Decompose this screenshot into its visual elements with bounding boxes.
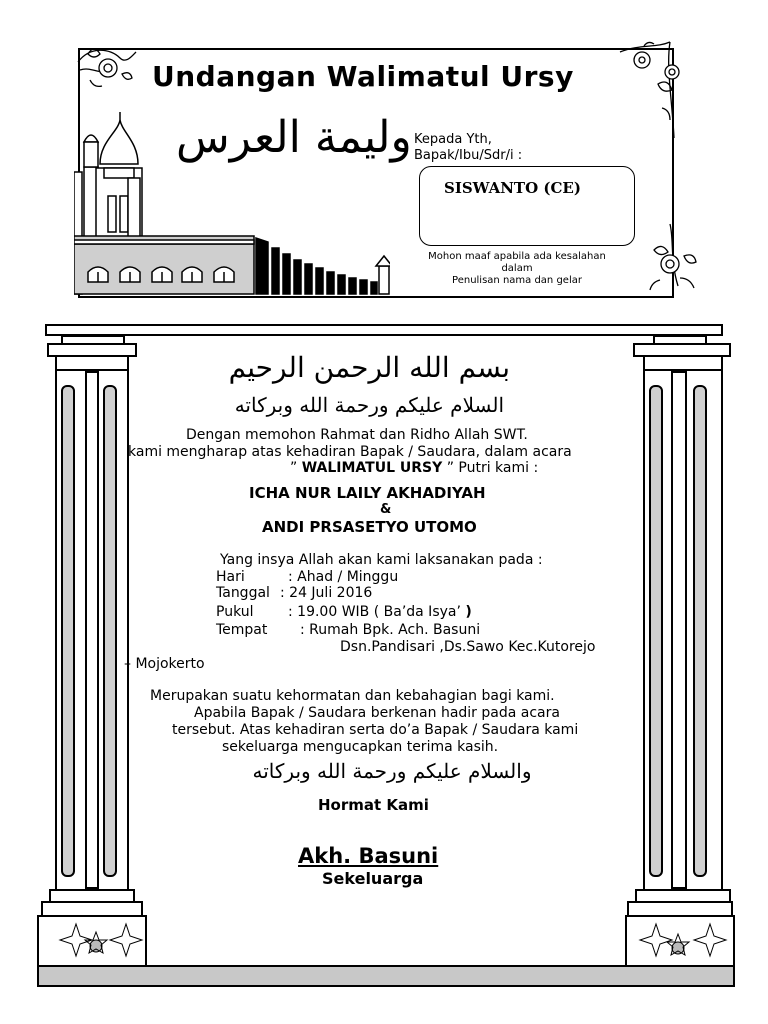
intro-line: Dengan memohon Rahmat dan Ridho Allah SWT.	[186, 427, 528, 443]
groom-name: ANDI PRSASETYO UTOMO	[262, 518, 477, 536]
star-ornament-icon	[636, 918, 732, 964]
host-name: Akh. Basuni	[298, 844, 439, 868]
recipient-name: SISWANTO (CE)	[444, 179, 581, 197]
apology-line: Penulisan nama dan gelar	[452, 275, 582, 286]
to-line: Kepada Yth,	[414, 132, 492, 147]
apology-line: dalam	[501, 263, 533, 274]
closing-line: sekeluarga mengucapkan terima kasih.	[222, 739, 499, 755]
star-ornament-icon	[50, 918, 146, 964]
basmala-calligraphy: بسم الله الرحمن الرحيم	[228, 351, 510, 384]
event-name: WALIMATUL URSY	[301, 460, 443, 476]
to-line-title: Bapak/Ibu/Sdr/i :	[414, 148, 523, 163]
address-line: Dsn.Pandisari ,Ds.Sawo Kec.Kutorejo	[340, 639, 596, 655]
ampersand: &	[380, 502, 392, 517]
intro-line: kami mengharap atas kehadiran Bapak / Saudara, dalam acara	[128, 444, 572, 460]
salam-opening-calligraphy: السلام عليكم ورحمة الله وبركاته	[234, 393, 504, 417]
time-value	[288, 604, 472, 620]
time-text: : 19.00 WIB ( Ba’da Isya’	[288, 604, 466, 620]
date-label: Tanggal	[216, 585, 270, 601]
closing-line: tersebut. Atas kehadiran serta do’a Bapak / Saudara kami	[172, 722, 579, 738]
putri-kami-text: ” Putri kami :	[442, 460, 539, 476]
label-title: Undangan Walimatul Ursy	[152, 60, 574, 93]
salam-closing-calligraphy: والسلام عليكم ورحمة الله وبركاته	[252, 759, 532, 783]
bride-name: ICHA NUR LAILY AKHADIYAH	[249, 484, 486, 502]
place-value: : Rumah Bpk. Ach. Basuni	[300, 622, 481, 638]
quote-open: ”	[290, 460, 302, 476]
family-text: Sekeluarga	[322, 869, 424, 888]
closing-line: Apabila Bapak / Saudara berkenan hadir pada acara	[194, 705, 560, 721]
day-label: Hari	[216, 569, 245, 585]
date-value: : 24 Juli 2016	[280, 585, 373, 601]
intro-line	[290, 460, 538, 476]
address-line-city: – Mojokerto	[124, 656, 205, 672]
regards-text: Hormat Kami	[318, 796, 429, 814]
apology-line: Mohon maaf apabila ada kesalahan	[428, 251, 606, 262]
closing-line: Merupakan suatu kehormatan dan kebahagian bagi kami.	[150, 688, 555, 704]
place-label: Tempat	[216, 622, 268, 638]
time-label: Pukul	[216, 604, 254, 620]
day-value: : Ahad / Minggu	[288, 569, 399, 585]
time-paren: )	[465, 604, 472, 620]
walimatul-arabic-calligraphy: وليمة العرس	[176, 112, 412, 163]
schedule-intro: Yang insya Allah akan kami laksanakan pada :	[220, 552, 543, 568]
